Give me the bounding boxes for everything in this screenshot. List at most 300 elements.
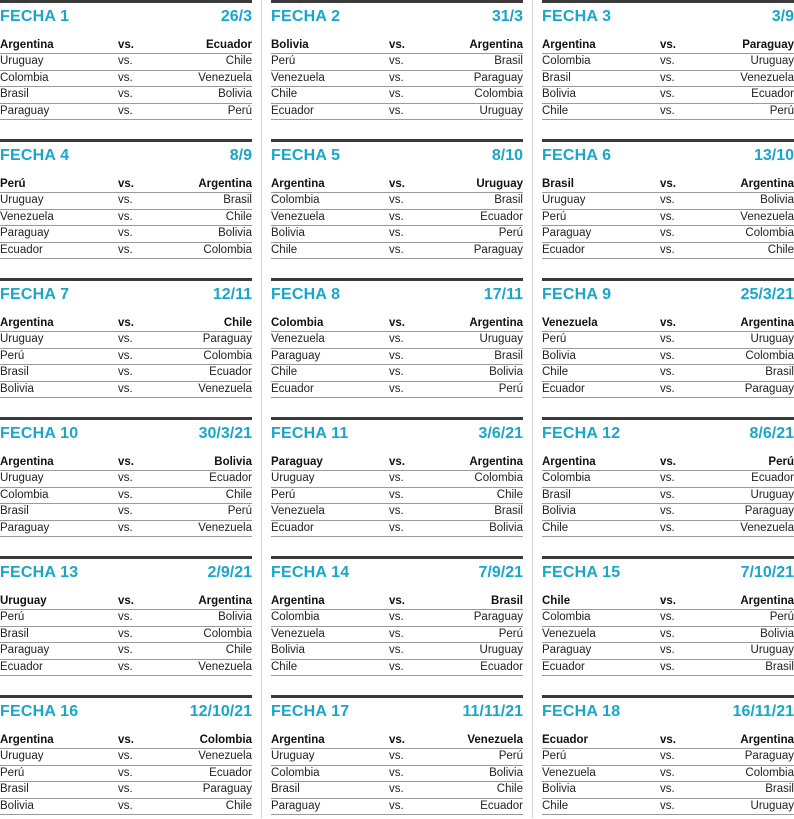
vs-label: vs.	[389, 799, 404, 812]
vs-label: vs.	[118, 194, 133, 207]
match-row	[271, 38, 523, 54]
away-team: Ecuador	[480, 210, 523, 223]
match-row	[0, 766, 252, 782]
card-top-rule	[271, 695, 523, 698]
match-row	[0, 365, 252, 381]
away-team: Paraguay	[473, 71, 523, 84]
home-team: Uruguay	[542, 194, 586, 207]
vs-label: vs.	[660, 660, 675, 673]
match-row	[542, 382, 794, 398]
away-team: Colombia	[474, 472, 523, 485]
fecha-title: FECHA 14	[271, 564, 350, 581]
away-team: Argentina	[740, 317, 794, 329]
vs-label: vs.	[660, 104, 675, 117]
away-team: Bolivia	[218, 227, 252, 240]
fecha-header	[271, 8, 523, 30]
vs-label: vs.	[389, 488, 404, 501]
vs-label: vs.	[118, 734, 134, 746]
vs-label: vs.	[660, 317, 676, 329]
vs-label: vs.	[660, 39, 676, 51]
away-team: Paraguay	[742, 39, 794, 51]
match-list	[0, 38, 252, 120]
away-team: Colombia	[745, 766, 794, 779]
match-row	[0, 316, 252, 332]
away-team: Perú	[498, 750, 523, 763]
match-row	[0, 643, 252, 659]
home-team: Perú	[542, 210, 567, 223]
card-top-rule	[542, 417, 794, 420]
home-team: Chile	[542, 104, 569, 117]
vs-label: vs.	[118, 55, 133, 68]
card-top-rule	[0, 556, 252, 559]
home-team: Venezuela	[271, 627, 325, 640]
away-team: Perú	[498, 227, 523, 240]
fecha-title: FECHA 12	[542, 425, 621, 442]
vs-label: vs.	[389, 194, 404, 207]
vs-label: vs.	[118, 783, 133, 796]
match-row	[542, 643, 794, 659]
away-team: Colombia	[203, 627, 252, 640]
home-team: Colombia	[0, 71, 49, 84]
fecha-card	[542, 556, 794, 680]
column-3	[542, 0, 794, 818]
match-row	[0, 521, 252, 537]
fecha-card	[542, 139, 794, 263]
home-team: Argentina	[0, 39, 54, 51]
match-row	[0, 749, 252, 765]
home-team: Bolivia	[0, 382, 34, 395]
away-team: Argentina	[198, 595, 252, 607]
vs-label: vs.	[389, 227, 404, 240]
home-team: Ecuador	[0, 660, 43, 673]
fecha-header	[271, 425, 523, 447]
fecha-date: 7/9/21	[478, 564, 523, 581]
match-row	[542, 749, 794, 765]
fecha-card	[0, 417, 252, 541]
home-team: Argentina	[0, 456, 54, 468]
vs-label: vs.	[118, 210, 133, 223]
vs-label: vs.	[389, 456, 405, 468]
match-row	[542, 627, 794, 643]
home-team: Venezuela	[271, 210, 325, 223]
match-list	[542, 316, 794, 398]
home-team: Venezuela	[542, 317, 598, 329]
match-row	[542, 504, 794, 520]
fecha-date: 8/6/21	[749, 425, 794, 442]
match-list	[271, 316, 523, 398]
vs-label: vs.	[118, 595, 134, 607]
fecha-date: 12/10/21	[189, 703, 252, 720]
away-team: Colombia	[203, 349, 252, 362]
away-team: Perú	[769, 104, 794, 117]
vs-label: vs.	[118, 799, 133, 812]
away-team: Bolivia	[489, 521, 523, 534]
home-team: Bolivia	[271, 227, 305, 240]
vs-label: vs.	[660, 644, 675, 657]
card-top-rule	[542, 556, 794, 559]
card-top-rule	[542, 695, 794, 698]
match-row	[271, 193, 523, 209]
fecha-title: FECHA 18	[542, 703, 621, 720]
vs-label: vs.	[389, 521, 404, 534]
column-2	[271, 0, 523, 818]
home-team: Venezuela	[0, 210, 54, 223]
match-row	[271, 521, 523, 537]
away-team: Ecuador	[209, 766, 252, 779]
vs-label: vs.	[118, 317, 134, 329]
match-list	[271, 177, 523, 259]
vs-label: vs.	[389, 366, 404, 379]
match-row	[271, 594, 523, 610]
away-team: Paraguay	[744, 505, 794, 518]
home-team: Perú	[0, 178, 26, 190]
match-row	[542, 193, 794, 209]
away-team: Ecuador	[480, 660, 523, 673]
vs-label: vs.	[660, 178, 676, 190]
home-team: Ecuador	[542, 734, 589, 746]
home-team: Paraguay	[271, 349, 321, 362]
match-list	[542, 38, 794, 120]
home-team: Paraguay	[0, 227, 50, 240]
fecha-title: FECHA 4	[0, 147, 70, 164]
fecha-date: 13/10	[753, 147, 794, 164]
fecha-header	[542, 8, 794, 30]
away-team: Argentina	[740, 178, 794, 190]
card-top-rule	[271, 139, 523, 142]
match-row	[0, 226, 252, 242]
match-row	[542, 455, 794, 471]
match-row	[542, 226, 794, 242]
match-row	[542, 71, 794, 87]
vs-label: vs.	[660, 333, 675, 346]
away-team: Uruguay	[479, 104, 523, 117]
match-row	[0, 799, 252, 815]
fecha-card	[0, 278, 252, 402]
away-team: Paraguay	[744, 382, 794, 395]
home-team: Ecuador	[271, 521, 314, 534]
match-row	[0, 382, 252, 398]
fecha-date: 16/11/21	[732, 703, 794, 720]
column-divider	[532, 0, 533, 818]
fecha-date: 8/9	[229, 147, 252, 164]
match-row	[0, 594, 252, 610]
fecha-date: 12/11	[212, 286, 252, 303]
match-row	[542, 766, 794, 782]
home-team: Perú	[0, 611, 25, 624]
fecha-header	[0, 147, 252, 169]
match-row	[0, 38, 252, 54]
away-team: Uruguay	[750, 644, 794, 657]
home-team: Venezuela	[542, 766, 596, 779]
home-team: Uruguay	[0, 194, 44, 207]
fecha-title: FECHA 15	[542, 564, 621, 581]
match-row	[271, 782, 523, 798]
vs-label: vs.	[389, 210, 404, 223]
match-list	[0, 316, 252, 398]
match-row	[0, 193, 252, 209]
vs-label: vs.	[660, 71, 675, 84]
vs-label: vs.	[389, 317, 405, 329]
away-team: Argentina	[740, 734, 794, 746]
home-team: Bolivia	[0, 799, 34, 812]
match-row	[271, 504, 523, 520]
match-row	[542, 38, 794, 54]
match-row	[271, 316, 523, 332]
home-team: Uruguay	[0, 333, 44, 346]
fecha-title: FECHA 10	[0, 425, 79, 442]
match-row	[542, 660, 794, 676]
fecha-date: 11/11/21	[462, 703, 523, 720]
fecha-card	[542, 695, 794, 819]
home-team: Paraguay	[542, 227, 592, 240]
vs-label: vs.	[118, 71, 133, 84]
fecha-title: FECHA 1	[0, 8, 70, 25]
card-top-rule	[271, 278, 523, 281]
match-row	[542, 594, 794, 610]
vs-label: vs.	[660, 595, 676, 607]
vs-label: vs.	[660, 472, 675, 485]
home-team: Venezuela	[271, 333, 325, 346]
fecha-title: FECHA 3	[542, 8, 612, 25]
vs-label: vs.	[389, 243, 404, 256]
away-team: Perú	[227, 104, 252, 117]
away-team: Brasil	[223, 194, 252, 207]
match-row	[542, 54, 794, 70]
away-team: Brasil	[491, 595, 523, 607]
vs-label: vs.	[118, 366, 133, 379]
home-team: Argentina	[0, 734, 54, 746]
vs-label: vs.	[389, 766, 404, 779]
vs-label: vs.	[660, 734, 676, 746]
vs-label: vs.	[118, 472, 133, 485]
match-row	[271, 627, 523, 643]
fecha-header	[271, 564, 523, 586]
fecha-title: FECHA 2	[271, 8, 341, 25]
away-team: Colombia	[745, 227, 794, 240]
match-list	[271, 733, 523, 815]
home-team: Venezuela	[271, 71, 325, 84]
vs-label: vs.	[118, 88, 133, 101]
away-team: Perú	[227, 505, 252, 518]
away-team: Uruguay	[750, 799, 794, 812]
vs-label: vs.	[118, 243, 133, 256]
vs-label: vs.	[118, 505, 133, 518]
away-team: Ecuador	[751, 88, 794, 101]
match-row	[271, 643, 523, 659]
fecha-card	[0, 695, 252, 819]
away-team: Venezuela	[740, 71, 794, 84]
fecha-header	[0, 8, 252, 30]
vs-label: vs.	[389, 178, 405, 190]
vs-label: vs.	[118, 39, 134, 51]
away-team: Perú	[498, 382, 523, 395]
fecha-header	[0, 286, 252, 308]
match-row	[271, 210, 523, 226]
vs-label: vs.	[118, 766, 133, 779]
fecha-date: 3/9	[771, 8, 794, 25]
match-list	[542, 733, 794, 815]
home-team: Paraguay	[0, 644, 50, 657]
fecha-header	[542, 286, 794, 308]
home-team: Uruguay	[0, 595, 47, 607]
match-list	[271, 594, 523, 676]
match-row	[0, 54, 252, 70]
away-team: Bolivia	[218, 611, 252, 624]
home-team: Bolivia	[271, 644, 305, 657]
fecha-date: 26/3	[220, 8, 252, 25]
home-team: Ecuador	[271, 382, 314, 395]
fecha-date: 8/10	[491, 147, 523, 164]
vs-label: vs.	[118, 104, 133, 117]
away-team: Ecuador	[205, 39, 252, 51]
vs-label: vs.	[660, 750, 675, 763]
home-team: Argentina	[271, 595, 325, 607]
vs-label: vs.	[660, 783, 675, 796]
vs-label: vs.	[389, 660, 404, 673]
away-team: Chile	[496, 783, 523, 796]
vs-label: vs.	[389, 627, 404, 640]
vs-label: vs.	[389, 71, 404, 84]
away-team: Brasil	[494, 55, 523, 68]
home-team: Chile	[542, 799, 569, 812]
away-team: Chile	[767, 243, 794, 256]
away-team: Argentina	[469, 39, 523, 51]
vs-label: vs.	[118, 488, 133, 501]
vs-label: vs.	[389, 644, 404, 657]
away-team: Brasil	[765, 660, 794, 673]
match-row	[542, 210, 794, 226]
away-team: Uruguay	[479, 333, 523, 346]
fecha-card	[271, 695, 523, 819]
fecha-card	[271, 556, 523, 680]
match-list	[0, 177, 252, 259]
fecha-header	[0, 425, 252, 447]
vs-label: vs.	[118, 333, 133, 346]
vs-label: vs.	[118, 178, 134, 190]
match-row	[542, 316, 794, 332]
fecha-date: 7/10/21	[740, 564, 794, 581]
vs-label: vs.	[389, 611, 404, 624]
match-row	[0, 504, 252, 520]
match-row	[0, 610, 252, 626]
vs-label: vs.	[389, 750, 404, 763]
away-team: Venezuela	[467, 734, 523, 746]
fecha-date: 30/3/21	[198, 425, 252, 442]
match-row	[542, 177, 794, 193]
home-team: Brasil	[0, 366, 29, 379]
home-team: Paraguay	[0, 104, 50, 117]
fecha-title: FECHA 6	[542, 147, 612, 164]
match-row	[0, 782, 252, 798]
vs-label: vs.	[118, 750, 133, 763]
vs-label: vs.	[118, 644, 133, 657]
home-team: Ecuador	[542, 660, 585, 673]
vs-label: vs.	[389, 472, 404, 485]
home-team: Argentina	[271, 734, 325, 746]
fecha-title: FECHA 7	[0, 286, 70, 303]
home-team: Bolivia	[271, 39, 309, 51]
vs-label: vs.	[118, 521, 133, 534]
fecha-date: 25/3/21	[740, 286, 794, 303]
match-row	[0, 627, 252, 643]
away-team: Argentina	[469, 317, 523, 329]
away-team: Chile	[496, 488, 523, 501]
away-team: Chile	[225, 644, 252, 657]
vs-label: vs.	[389, 595, 405, 607]
vs-label: vs.	[660, 227, 675, 240]
home-team: Uruguay	[0, 750, 44, 763]
column-1	[0, 0, 252, 818]
away-team: Venezuela	[198, 382, 252, 395]
away-team: Argentina	[469, 456, 523, 468]
fecha-title: FECHA 8	[271, 286, 341, 303]
home-team: Ecuador	[542, 243, 585, 256]
away-team: Argentina	[198, 178, 252, 190]
match-list	[542, 594, 794, 676]
match-row	[0, 471, 252, 487]
fecha-date: 17/11	[483, 286, 523, 303]
match-row	[271, 349, 523, 365]
vs-label: vs.	[660, 382, 675, 395]
vs-label: vs.	[118, 611, 133, 624]
match-row	[542, 471, 794, 487]
home-team: Chile	[271, 366, 298, 379]
home-team: Venezuela	[542, 627, 596, 640]
fecha-card	[542, 278, 794, 402]
vs-label: vs.	[389, 333, 404, 346]
vs-label: vs.	[389, 104, 404, 117]
fecha-header	[0, 703, 252, 725]
vs-label: vs.	[389, 382, 404, 395]
card-top-rule	[0, 278, 252, 281]
match-row	[542, 104, 794, 120]
vs-label: vs.	[389, 55, 404, 68]
away-team: Venezuela	[198, 660, 252, 673]
fecha-title: FECHA 17	[271, 703, 350, 720]
vs-label: vs.	[660, 243, 675, 256]
away-team: Perú	[769, 611, 794, 624]
fecha-date: 31/3	[491, 8, 523, 25]
vs-label: vs.	[660, 627, 675, 640]
match-row	[0, 243, 252, 259]
home-team: Argentina	[542, 39, 596, 51]
vs-label: vs.	[660, 505, 675, 518]
vs-label: vs.	[660, 611, 675, 624]
away-team: Perú	[768, 456, 794, 468]
home-team: Colombia	[271, 194, 320, 207]
away-team: Ecuador	[209, 366, 252, 379]
vs-label: vs.	[660, 766, 675, 779]
fecha-date: 2/9/21	[207, 564, 252, 581]
match-row	[271, 177, 523, 193]
vs-label: vs.	[118, 227, 133, 240]
home-team: Brasil	[0, 505, 29, 518]
match-row	[542, 521, 794, 537]
away-team: Chile	[225, 488, 252, 501]
fecha-header	[542, 147, 794, 169]
card-top-rule	[0, 139, 252, 142]
home-team: Chile	[271, 88, 298, 101]
away-team: Venezuela	[198, 750, 252, 763]
away-team: Uruguay	[479, 644, 523, 657]
home-team: Paraguay	[542, 644, 592, 657]
match-row	[0, 660, 252, 676]
home-team: Brasil	[542, 71, 571, 84]
fecha-card	[0, 139, 252, 263]
home-team: Chile	[271, 243, 298, 256]
home-team: Brasil	[542, 178, 574, 190]
away-team: Colombia	[745, 349, 794, 362]
